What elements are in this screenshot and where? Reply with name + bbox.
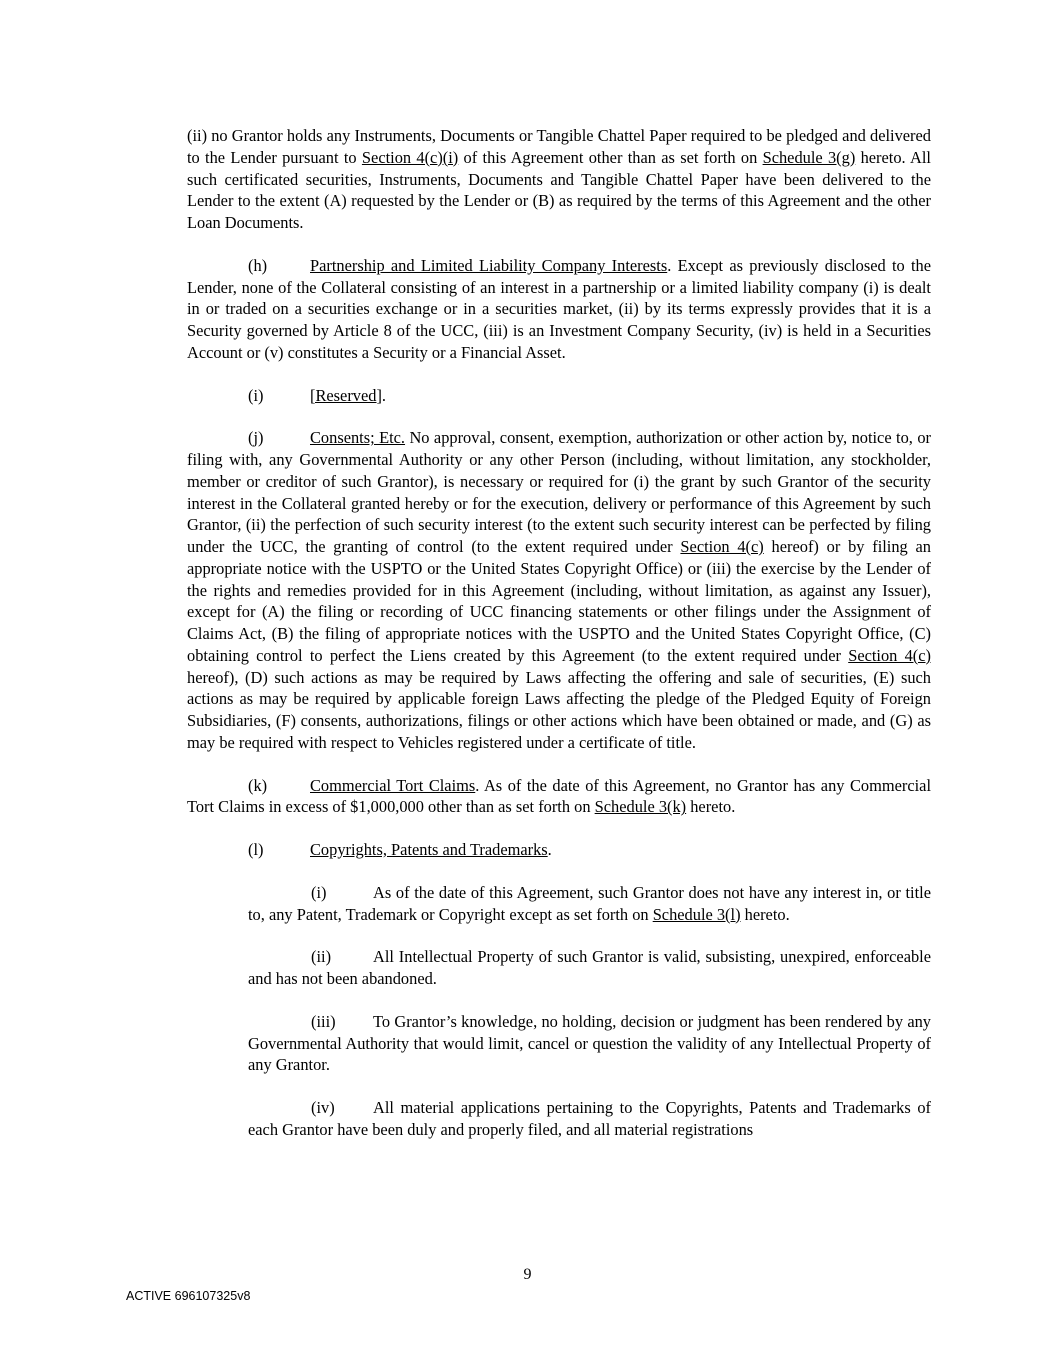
item-label: (h) [248,255,268,275]
subparagraph-l-i [248,882,931,926]
item-label: (i) [248,385,264,405]
item-heading: Consents; Etc. [310,428,406,448]
paragraph-text: No approval, consent, exemption, authorization or other action by, notice to, or filing with, any Governmental Authority or any other Person (including, without limitation, any stockholder, member or creditor of such Grantor), is necessary or required for (i) the grant by such Grantor of the security interest in the Collateral granted hereby or for the execution, delivery or performance of this Agreement by such Grantor, (ii) the perfection of such security interest (to the extent such security interest can be perfected by filing under the UCC, the granting of control (to the extent required under [187,428,931,556]
item-label: (j) [248,428,264,448]
paragraph-text: All Intellectual Property of such Grantor is valid, subsisting, unexpired, enforceable and has not been abandoned. [248,947,931,988]
section-reference: Section 4(c) [848,645,931,665]
paragraph-text: hereof) or by filing an appropriate notice with the USPTO or the United States Copyright Office) or (iii) the exercise by the Lender of the rights and remedies provided for in this Agreement (including, without limitation, as against any Issuer), except for (A) the filing or recording of UCC financing statements or other filings under the Assignment of Claims Act, (B) the filing of appropriate notices with the USPTO and the United States Copyright Office, (C) obtaining control to perfect the Liens created by this Agreement (to the extent required under [187,537,931,665]
paragraph-h [187,255,931,364]
paragraph-text: hereto. [740,904,790,924]
item-heading: Copyrights, Patents and Trademarks [310,840,548,859]
paragraph-j [187,427,931,753]
paragraph-text: . As of the date of this Agreement, no Grantor has any Commercial Tort Claims in excess of $1,000,000 other than as set forth on [187,775,932,817]
paragraph-text: . [547,840,552,859]
paragraph-g-continuation [187,125,931,234]
paragraph-text: hereto. [686,797,736,817]
page-number: 9 [523,1266,532,1283]
paragraph-text: (ii) no Grantor holds any Instruments, Documents or Tangible Chattel Paper required to be pledged and delivered to the Lender pursuant to [187,126,931,167]
paragraph-i [187,385,931,407]
schedule-reference: Schedule 3(l) [652,904,741,924]
paragraph-text: All material applications pertaining to the Copyrights, Patents and Trademarks of each Grantor have been duly and properly filed, and all material registrations [248,1098,931,1139]
paragraph-text: . Except as previously disclosed to the Lender, none of the Collateral consisting of an interest in a partnership or a limited liability company (i) is dealt in or traded on a securities exchange or in a securities market, (ii) by its terms expressly provides that it is a Security governed by Article 8 of the UCC, (iii) is an Investment Company Security, (iv) is held in a Securities Account or (v) constitutes a Security or a Financial Asset. [187,255,931,362]
paragraph-text: of this Agreement other than as set forth on [458,147,763,167]
subitem-label: (ii) [311,947,332,967]
subitem-label: (iv) [311,1098,335,1117]
item-label: (l) [248,840,264,859]
paragraph-text: To Grantor’s knowledge, no holding, decision or judgment has been rendered by any Governmental Authority that would limit, cancel or question the validity of any Intellectual Property of any Grantor. [248,1011,931,1075]
paragraph-l [187,839,931,861]
subparagraph-l-iv [248,1097,931,1141]
subitem-label: (iii) [311,1011,336,1031]
document-body [187,125,931,1162]
paragraph-text: hereto. All such certificated securities, Instruments, Documents and Tangible Chattel Paper have been delivered to the Lender to the extent (A) requested by the Lender or (B) as required by the terms of this Agreement and the other Loan Documents. [187,147,931,232]
paragraph-text: As of the date of this Agreement, such Grantor does not have any interest in, or title to, any Patent, Trademark or Copyright except as set forth on [248,882,931,924]
schedule-reference: Schedule 3(k) [594,797,687,817]
schedule-reference: Schedule 3(g) [762,147,856,167]
subparagraph-l-ii [248,946,931,990]
section-reference: Section 4(c) [680,537,764,556]
paragraph-text: hereof), (D) such actions as may be required by Laws affecting the offering and sale of securities, (E) such actions as may be required by applicable foreign Laws affecting the pledge of the Pledged Equity of Foreign Subsidiaries, (F) consents, authorizations, filings or other actions which have been obtained or made, and (G) as may be required with respect to Vehicles registered under a certificate of title. [187,667,931,752]
paragraph-text: . [381,385,387,405]
subparagraph-l-iii [248,1011,931,1076]
document-footer-id: ACTIVE 696107325v8 [126,1289,251,1303]
section-reference: Section 4(c)(i) [361,147,459,167]
item-heading: Partnership and Limited Liability Company Interests [310,255,668,275]
item-heading: Commercial Tort Claims [310,775,476,795]
item-label: (k) [248,775,268,795]
subitem-label: (i) [311,882,327,902]
paragraph-k [187,775,931,819]
item-heading: [Reserved] [310,385,382,405]
